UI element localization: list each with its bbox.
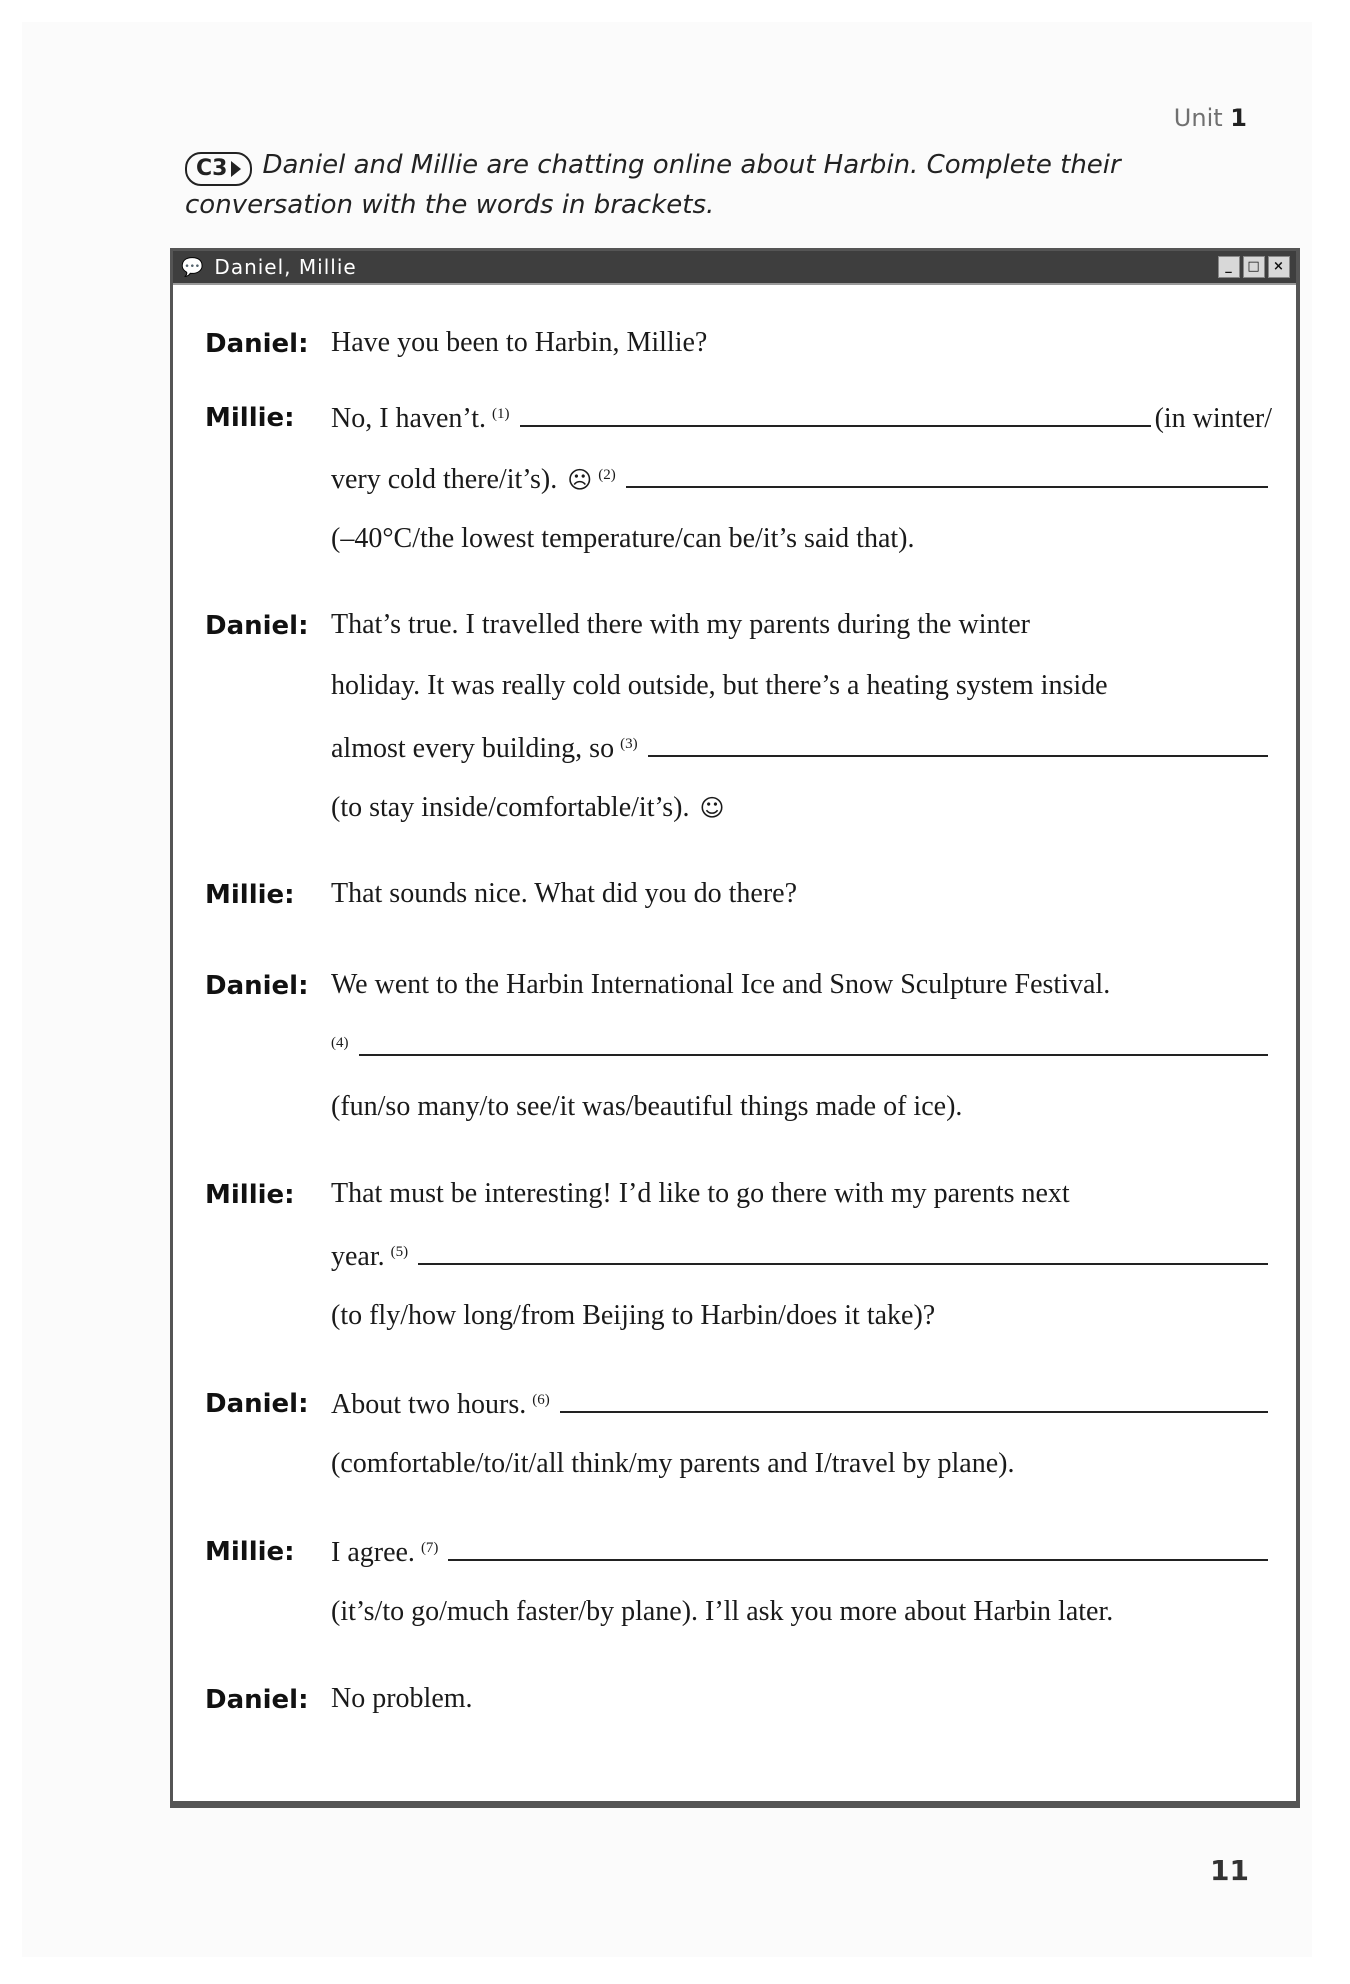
dialogue-line — [331, 325, 1272, 361]
dialogue-text: That must be interesting! I’d like to go there with my parents next — [331, 1178, 1070, 1209]
close-icon[interactable]: × — [1268, 256, 1290, 278]
conversation — [173, 283, 1296, 1801]
answer-blank-1[interactable] — [520, 399, 1151, 427]
dialogue-line — [331, 1089, 1272, 1125]
dialogue-line — [331, 607, 1272, 643]
bracket-hint: (fun/so many/to see/it was/beautiful things made of ice). — [331, 1091, 963, 1122]
blank-number: (5) — [390, 1244, 409, 1260]
dialogue-line — [331, 460, 1272, 502]
bracket-hint: very cold there/it’s). — [331, 464, 558, 495]
dialogue-text: No, I haven’t. — [331, 403, 486, 434]
bracket-hint: (comfortable/to/it/all think/my parents and I/travel by plane). — [331, 1448, 1015, 1479]
dialogue-line — [331, 876, 1272, 912]
dialogue-text: almost every building, so — [331, 733, 615, 764]
dialogue-text: I agree. — [331, 1537, 415, 1568]
dialogue-line — [331, 1533, 1272, 1575]
speaker-daniel: Daniel: — [205, 1389, 309, 1419]
exercise-instruction — [185, 146, 1265, 224]
bracket-hint: (in winter/ — [1154, 403, 1272, 434]
chat-window — [170, 248, 1300, 1808]
dialogue-line — [331, 1681, 1272, 1717]
blank-number: (4) — [331, 1035, 349, 1051]
answer-blank-3[interactable] — [648, 729, 1268, 757]
dialogue-text: No problem. — [331, 1683, 473, 1714]
speaker-millie: Millie: — [205, 1537, 295, 1567]
bracket-hint: (it’s/to go/much faster/by plane). I’ll ask you more about Harbin later. — [331, 1596, 1114, 1627]
unit-number: 1 — [1230, 104, 1247, 132]
exercise-badge — [185, 152, 252, 186]
bracket-hint: (–40°C/the lowest temperature/can be/it’s said that). — [331, 523, 915, 554]
blank-number: (3) — [620, 736, 638, 752]
speaker-millie: Millie: — [205, 403, 295, 433]
workbook-page — [22, 22, 1312, 1957]
dialogue-text: year. — [331, 1241, 385, 1272]
dialogue-line — [331, 668, 1272, 704]
bracket-hint: (to stay inside/comfortable/it’s). — [331, 792, 690, 823]
speaker-millie: Millie: — [205, 880, 295, 910]
answer-blank-6[interactable] — [560, 1385, 1268, 1413]
dialogue-text: Have you been to Harbin, Millie? — [331, 327, 708, 358]
dialogue-line — [331, 729, 1272, 771]
unit-label-text: Unit — [1173, 104, 1223, 132]
page-number: 11 — [1210, 1854, 1249, 1887]
answer-blank-7[interactable] — [448, 1533, 1268, 1561]
sad-face-icon: ☹ — [567, 466, 593, 494]
chat-titlebar — [173, 251, 1296, 283]
dialogue-line — [331, 1028, 1272, 1070]
maximize-icon[interactable]: □ — [1243, 256, 1265, 278]
speaker-daniel: Daniel: — [205, 1685, 309, 1715]
bracket-hint: (to fly/how long/from Beijing to Harbin/does it take)? — [331, 1300, 936, 1331]
dialogue-text: About two hours. — [331, 1389, 527, 1420]
dialogue-line — [331, 1237, 1272, 1279]
dialogue-line — [331, 967, 1272, 1003]
speaker-millie: Millie: — [205, 1180, 295, 1210]
blank-number: (7) — [420, 1540, 439, 1556]
smiley-icon: ☺ — [699, 794, 725, 822]
minimize-icon[interactable]: _ — [1218, 256, 1240, 278]
window-controls — [1218, 256, 1296, 278]
dialogue-line — [331, 1298, 1272, 1334]
unit-label — [1174, 104, 1247, 132]
dialogue-text: We went to the Harbin International Ice and Snow Sculpture Festival. — [331, 969, 1111, 1000]
answer-blank-5[interactable] — [418, 1237, 1268, 1265]
chat-bubble-icon: 💬 — [181, 256, 205, 278]
blank-number: (6) — [532, 1392, 550, 1408]
answer-blank-4[interactable] — [359, 1028, 1269, 1056]
instruction-text: Daniel and Millie are chatting online about Harbin. Complete their conversation with the words in brackets. — [185, 150, 1121, 220]
speaker-daniel: Daniel: — [205, 329, 309, 359]
dialogue-line — [331, 1385, 1272, 1427]
answer-blank-2[interactable] — [626, 460, 1268, 488]
dialogue-text: holiday. It was really cold outside, but there’s a heating system inside — [331, 670, 1108, 701]
blank-number: (2) — [598, 467, 616, 483]
exercise-badge-label: C3 — [196, 156, 228, 181]
play-icon — [231, 161, 241, 177]
dialogue-line — [331, 1176, 1272, 1212]
dialogue-line — [331, 521, 1272, 557]
dialogue-line — [331, 1446, 1272, 1482]
dialogue-text: That sounds nice. What did you do there? — [331, 878, 798, 909]
dialogue-line — [331, 399, 1272, 441]
speaker-daniel: Daniel: — [205, 611, 309, 641]
chat-title: Daniel, Millie — [214, 255, 357, 279]
dialogue-line — [331, 790, 1272, 826]
speaker-daniel: Daniel: — [205, 971, 309, 1001]
blank-number: (1) — [492, 406, 510, 422]
dialogue-text: That’s true. I travelled there with my parents during the winter — [331, 609, 1031, 640]
dialogue-line — [331, 1594, 1290, 1630]
